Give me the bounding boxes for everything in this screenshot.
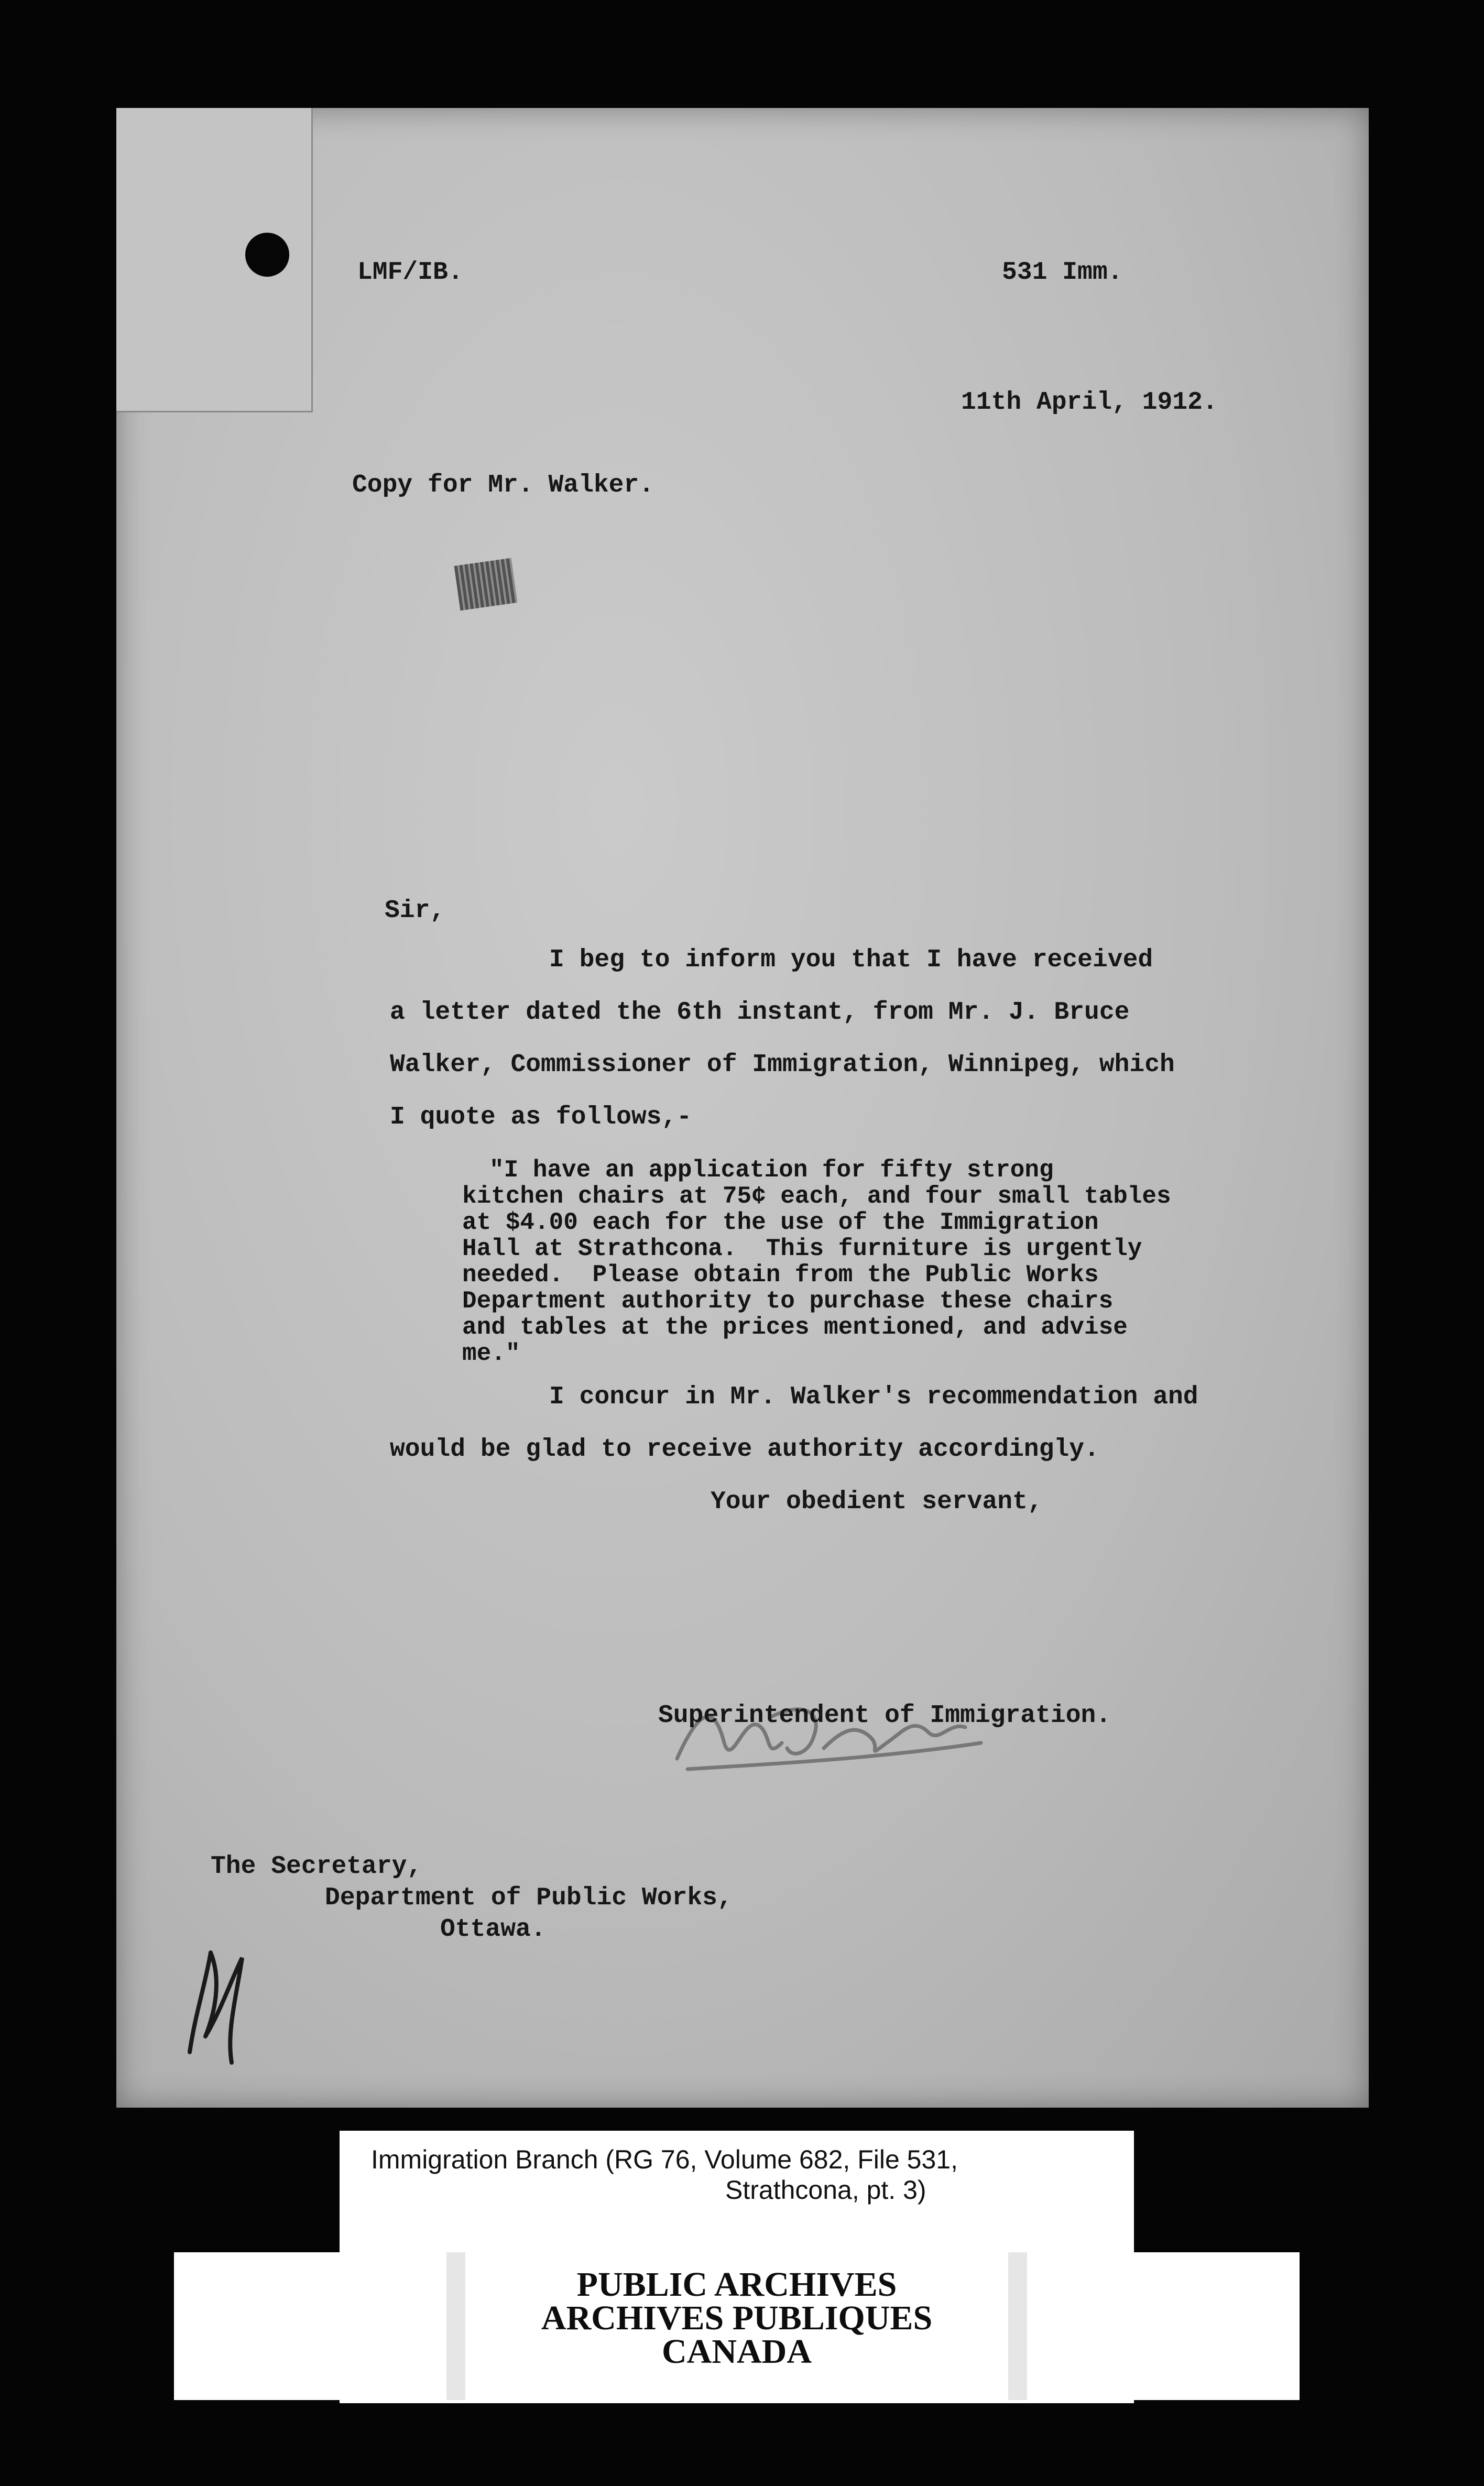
copy-note: Copy for Mr. Walker. [352, 471, 654, 499]
received-stamp [454, 558, 518, 610]
quote-line: at $4.00 each for the use of the Immigration [462, 1209, 1099, 1236]
archive-reference [371, 2144, 1115, 2205]
body-line: a letter dated the 6th instant, from Mr. J. Bruce [390, 998, 1130, 1027]
margin-initials [174, 1921, 258, 2078]
file-number: 531 Imm. [1002, 258, 1123, 287]
archive-name-fr: ARCHIVES PUBLIQUES [541, 2299, 933, 2337]
valediction: Your obedient servant, [711, 1488, 1043, 1516]
quote-line: Department authority to purchase these chairs [462, 1288, 1114, 1315]
addressee-line: The Secretary, [211, 1852, 422, 1881]
body-line: I quote as follows,- [390, 1103, 692, 1131]
quote-line: needed. Please obtain from the Public Works [462, 1261, 1099, 1289]
archive-reference-line: Strathcona, pt. 3) [725, 2175, 926, 2205]
archive-label [340, 2131, 1134, 2403]
body-line: Walker, Commissioner of Immigration, Winnipeg, which [390, 1051, 1175, 1079]
closing-line: would be glad to receive authority accordingly. [390, 1435, 1099, 1464]
addressee-line: Ottawa. [440, 1915, 546, 1944]
body-line: I beg to inform you that I have received [549, 946, 1153, 974]
closing-line: I concur in Mr. Walker's recommendation and [549, 1383, 1198, 1411]
archive-country: CANADA [662, 2332, 812, 2371]
quote-line: me." [462, 1340, 520, 1367]
punch-hole [245, 233, 289, 277]
archive-reference-line: Immigration Branch (RG 76, Volume 682, File 531, [371, 2145, 958, 2174]
letter-page [116, 108, 1369, 2108]
reference-code: LMF/IB. [357, 258, 463, 287]
quoted-letter [462, 1157, 1374, 1367]
quote-line: kitchen chairs at 75¢ each, and four small tables [462, 1183, 1171, 1210]
salutation: Sir, [385, 897, 445, 925]
quote-line: Hall at Strathcona. This furniture is urgently [462, 1235, 1142, 1262]
signature [667, 1680, 991, 1785]
letter-date: 11th April, 1912. [961, 388, 1218, 417]
archive-band [174, 2252, 1300, 2400]
addressee-line: Department of Public Works, [325, 1884, 733, 1912]
quote-line: "I have an application for fifty strong [489, 1157, 1054, 1184]
signer-title: Superintendent of Immigration. [658, 1702, 1111, 1730]
quote-line: and tables at the prices mentioned, and advise [462, 1314, 1128, 1341]
archive-name-en: PUBLIC ARCHIVES [576, 2265, 897, 2304]
